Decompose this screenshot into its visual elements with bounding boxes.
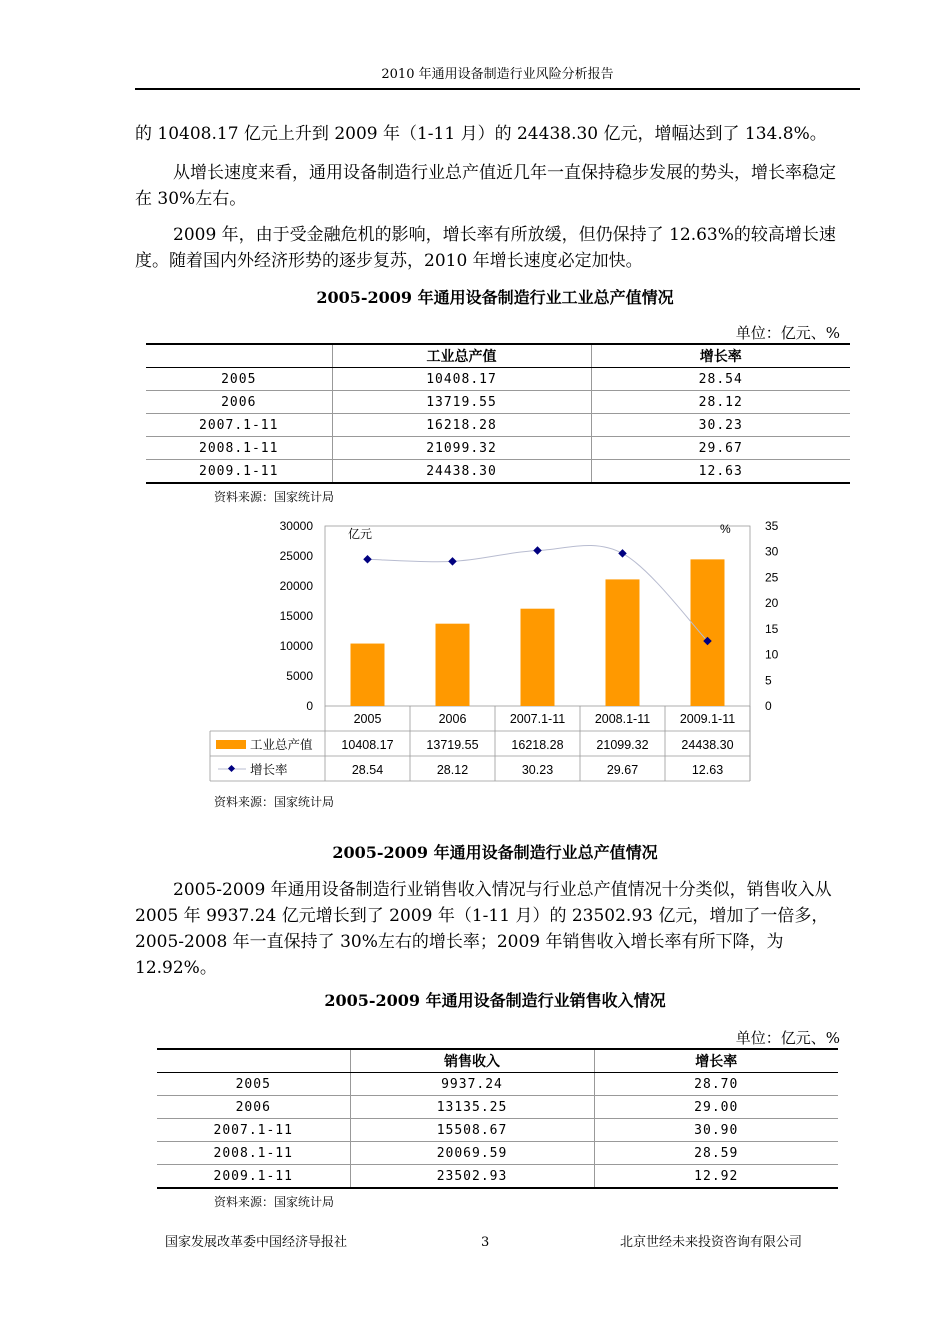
table2-cell: 15508.67 (350, 1119, 594, 1142)
table1-cell: 2009.1-11 (199, 463, 279, 479)
table1-source: 资料来源：国家统计局 (214, 490, 335, 504)
section-title: 2005-2009 年通用设备制造行业总产值情况 (332, 843, 658, 862)
y-tick-label: 30000 (279, 519, 313, 533)
y2-tick-label: 0 (765, 699, 772, 713)
table-row (146, 460, 850, 484)
footer-left: 国家发展改革委中国经济导报社 (165, 1235, 348, 1250)
output-value-table (146, 343, 850, 484)
table1-title: 2005-2009 年通用设备制造行业工业总产值情况 (316, 288, 674, 307)
sales-revenue-table (157, 1048, 838, 1189)
table1-cell: 16218.28 (332, 414, 591, 437)
data-label-growth: 28.12 (436, 763, 469, 777)
table2-header-growth: 增长率 (594, 1049, 838, 1073)
y2-tick-label: 20 (765, 596, 779, 611)
table2-cell: 28.70 (594, 1073, 838, 1096)
table-row (146, 391, 850, 414)
table2-cell: 2006 (157, 1096, 350, 1119)
bar-1 (436, 624, 470, 706)
table1-cell: 30.23 (591, 414, 850, 437)
table-row (157, 1096, 838, 1119)
y2-axis-label: % (720, 522, 731, 536)
table2-source: 资料来源：国家统计局 (214, 1195, 335, 1209)
legend-bar-label: 工业总产值 (250, 738, 313, 752)
table2-unit: 单位：亿元、% (735, 1029, 840, 1047)
table2-cell: 2005 (157, 1073, 350, 1096)
table2-cell: 2008.1-11 (157, 1142, 350, 1165)
page-header: 2010 年通用设备制造行业风险分析报告 (135, 62, 860, 90)
table1-cell: 13719.55 (332, 391, 591, 414)
y-tick-label: 5000 (286, 669, 313, 683)
table2-cell: 29.00 (594, 1096, 838, 1119)
growth-point-3 (618, 549, 626, 557)
table1-header-growth: 增长率 (591, 344, 850, 368)
data-label-value: 13719.55 (426, 738, 479, 752)
x-tick-label: 2005 (353, 712, 382, 726)
legend-bar-key (216, 740, 246, 749)
y-tick-label: 15000 (279, 609, 313, 623)
y2-tick-label: 15 (765, 621, 779, 636)
table1-cell: 28.12 (591, 391, 850, 414)
y2-tick-label: 5 (765, 673, 772, 688)
y-tick-label: 25000 (279, 549, 313, 563)
data-label-value: 16218.28 (511, 738, 564, 752)
table1-cell: 29.67 (591, 437, 850, 460)
paragraph-4: 2005-2009 年通用设备制造行业销售收入情况与行业总产值情况十分类似，销售收入从 2005 年 9937.24 亿元增长到了 2009 年（1-11 月）的 23502.93 亿元，增加了一倍多，2005-2008 年一直保持了 30%左右的增长率；2009 年销售收入增长率有所下降，为 12.92%。 (135, 880, 832, 978)
y-axis-label: 亿元 (348, 527, 373, 541)
chart-canvas (205, 512, 779, 787)
data-label-growth: 29.67 (606, 763, 639, 777)
table2-cell: 12.92 (594, 1165, 838, 1189)
y-tick-label: 20000 (279, 579, 313, 593)
table-row (157, 1119, 838, 1142)
legend-line-label: 增长率 (250, 763, 288, 777)
table1-header-value: 工业总产值 (332, 344, 591, 368)
data-label-growth: 28.54 (351, 763, 384, 777)
table1-cell: 28.54 (591, 368, 850, 391)
bar-3 (606, 579, 640, 706)
table-row (146, 368, 850, 391)
table2-cell: 28.59 (594, 1142, 838, 1165)
legend-line-marker (228, 765, 235, 772)
x-tick-label: 2007.1-11 (509, 712, 566, 726)
table-row (157, 1165, 838, 1189)
bar-2 (521, 609, 555, 706)
table2-cell: 2009.1-11 (213, 1168, 293, 1184)
table1-cell: 10408.17 (332, 368, 591, 391)
y2-tick-label: 25 (765, 570, 779, 585)
paragraph-2: 从增长速度来看，通用设备制造行业总产值近几年一直保持稳步发展的势头，增长率稳定在 30%左右。 (135, 163, 836, 209)
bar-0 (351, 644, 385, 706)
table1-cell: 2005 (146, 368, 332, 391)
data-label-value: 10408.17 (341, 738, 394, 752)
table-row (146, 437, 850, 460)
table1-cell: 2007.1-11 (146, 414, 332, 437)
page-number: 3 (481, 1235, 490, 1250)
y2-tick-label: 10 (765, 647, 779, 662)
data-label-value: 21099.32 (596, 738, 649, 752)
data-label-growth: 30.23 (521, 763, 554, 777)
bar-4 (691, 559, 725, 706)
x-tick-label: 2008.1-11 (594, 712, 651, 726)
table2-cell: 30.90 (594, 1119, 838, 1142)
table1-header-year (146, 344, 332, 368)
table2-cell: 23502.93 (350, 1165, 594, 1189)
chart-source: 资料来源：国家统计局 (214, 795, 335, 809)
growth-point-1 (448, 557, 456, 565)
paragraph-1: 的 10408.17 亿元上升到 2009 年（1-11 月）的 24438.30 亿元，增幅达到了 134.8%。 (135, 124, 827, 144)
table-row (157, 1142, 838, 1165)
output-value-chart (205, 512, 779, 787)
footer-right: 北京世经未来投资咨询有限公司 (620, 1235, 803, 1250)
table2-cell: 13135.25 (350, 1096, 594, 1119)
x-tick-label: 2009.1-11 (679, 712, 736, 726)
table2-header-year (157, 1049, 350, 1073)
table1-cell: 24438.30 (332, 460, 591, 484)
table1-cell: 2006 (146, 391, 332, 414)
table-row (157, 1073, 838, 1096)
data-label-value: 24438.30 (681, 738, 734, 752)
table1-cell: 21099.32 (332, 437, 591, 460)
table2-cell: 9937.24 (350, 1073, 594, 1096)
data-label-growth: 12.63 (691, 763, 724, 777)
table2-cell: 2007.1-11 (157, 1119, 350, 1142)
table-row (146, 414, 850, 437)
table1-cell: 12.63 (591, 460, 850, 484)
paragraph-3: 2009 年，由于受金融危机的影响，增长率有所放缓，但仍保持了 12.63%的较高增长速度。随着国内外经济形势的逐步复苏，2010 年增长速度必定加快。 (135, 225, 836, 271)
x-tick-label: 2006 (438, 712, 467, 726)
table1-unit: 单位：亿元、% (735, 324, 840, 342)
growth-point-2 (533, 546, 541, 554)
table2-header-revenue: 销售收入 (350, 1049, 594, 1073)
y2-tick-label: 30 (765, 544, 779, 559)
table1-cell: 2008.1-11 (146, 437, 332, 460)
y-tick-label: 0 (306, 699, 313, 713)
y-tick-label: 10000 (279, 639, 313, 653)
table2-title: 2005-2009 年通用设备制造行业销售收入情况 (324, 991, 666, 1010)
table2-cell: 20069.59 (350, 1142, 594, 1165)
y2-tick-label: 35 (765, 519, 779, 533)
growth-point-0 (363, 555, 371, 563)
